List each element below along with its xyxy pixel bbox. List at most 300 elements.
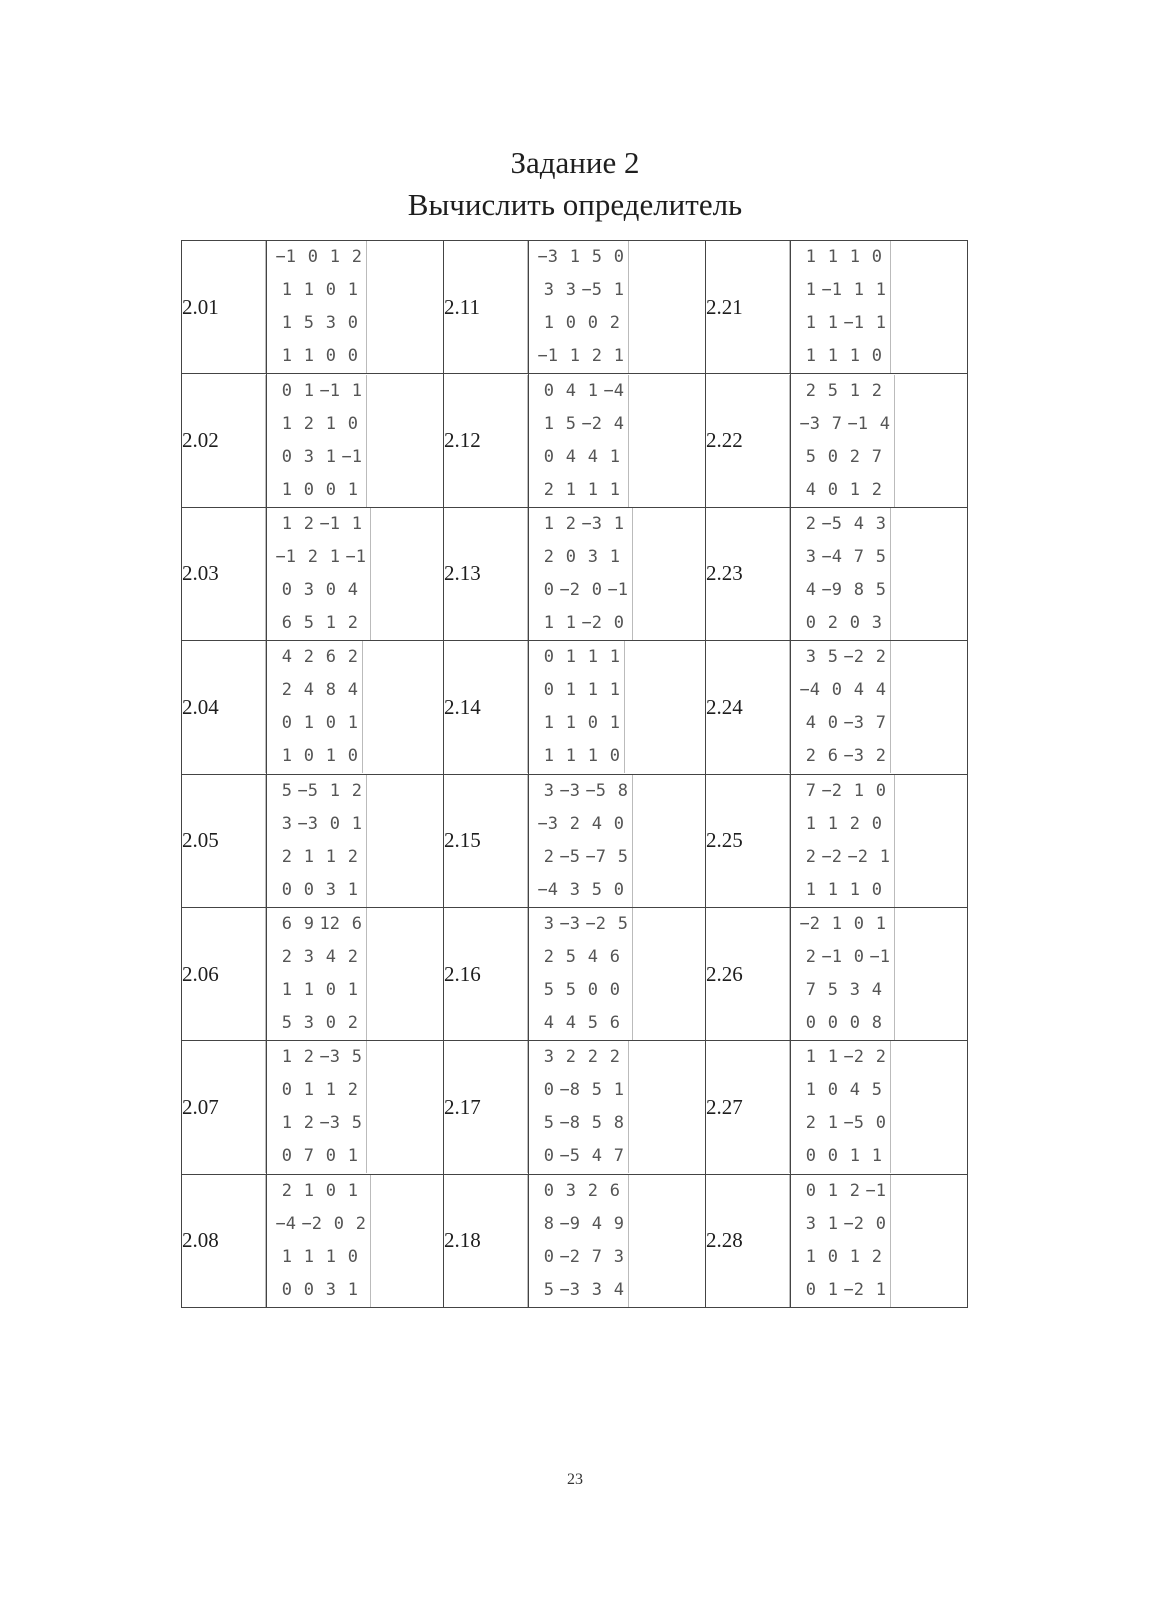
matrix-entry: 1 bbox=[543, 612, 554, 633]
matrix-entry: 3 bbox=[805, 1213, 816, 1234]
task-number: 2.14 bbox=[444, 641, 529, 774]
matrix-entry: 1 bbox=[329, 546, 340, 567]
matrix-entry: 1 bbox=[805, 1047, 816, 1068]
matrix-row bbox=[794, 974, 890, 1007]
matrix-entry: 1 bbox=[281, 1113, 292, 1134]
task-number: 2.03 bbox=[182, 507, 267, 640]
matrix-entry: 1 bbox=[827, 346, 838, 367]
matrix-entry: −7 bbox=[585, 846, 606, 867]
matrix-entry: −4 bbox=[275, 1213, 296, 1234]
matrix-entry: 1 bbox=[853, 280, 864, 301]
matrix-entry: 3 bbox=[587, 546, 598, 567]
matrix-row bbox=[794, 541, 886, 574]
matrix-entry: 0 bbox=[875, 1113, 886, 1134]
matrix-entry: −3 bbox=[537, 813, 558, 834]
matrix-entry: 4 bbox=[879, 413, 890, 434]
determinant-matrix bbox=[789, 641, 891, 773]
task-matrix-cell bbox=[267, 774, 444, 907]
matrix-entry: 3 bbox=[281, 813, 292, 834]
matrix-row bbox=[270, 541, 366, 574]
matrix-entry: 0 bbox=[587, 713, 598, 734]
task-matrix-cell bbox=[791, 907, 968, 1040]
matrix-entry: 1 bbox=[853, 780, 864, 801]
matrix-entry: 1 bbox=[351, 813, 362, 834]
task-number: 2.23 bbox=[706, 507, 791, 640]
task-matrix-cell bbox=[791, 641, 968, 774]
matrix-entry: 2 bbox=[347, 1080, 358, 1101]
matrix-entry: 2 bbox=[281, 947, 292, 968]
matrix-entry: −2 bbox=[847, 846, 868, 867]
matrix-entry: 3 bbox=[543, 780, 554, 801]
determinant-matrix bbox=[265, 241, 367, 373]
matrix-entry: 9 bbox=[303, 914, 314, 935]
matrix-row bbox=[794, 908, 890, 941]
matrix-row bbox=[532, 740, 620, 773]
matrix-entry: 1 bbox=[347, 980, 358, 1001]
matrix-entry: −9 bbox=[821, 579, 842, 600]
matrix-row bbox=[270, 641, 358, 674]
matrix-entry: 0 bbox=[303, 746, 314, 767]
matrix-entry: 3 bbox=[543, 280, 554, 301]
matrix-entry: 0 bbox=[303, 1279, 314, 1300]
matrix-entry: 1 bbox=[569, 247, 580, 268]
matrix-entry: 5 bbox=[587, 1013, 598, 1034]
matrix-entry: 1 bbox=[303, 1180, 314, 1201]
determinant-matrix bbox=[527, 508, 633, 640]
matrix-row bbox=[532, 574, 628, 607]
matrix-row bbox=[270, 775, 362, 808]
matrix-entry: 2 bbox=[587, 1047, 598, 1068]
matrix-row bbox=[270, 1274, 366, 1307]
matrix-row bbox=[270, 307, 362, 340]
matrix-entry: −1 bbox=[537, 346, 558, 367]
matrix-entry: 0 bbox=[871, 247, 882, 268]
matrix-entry: 5 bbox=[591, 247, 602, 268]
matrix-entry: 1 bbox=[565, 479, 576, 500]
matrix-entry: 2 bbox=[303, 1113, 314, 1134]
matrix-row bbox=[794, 474, 890, 507]
matrix-entry: −2 bbox=[843, 1213, 864, 1234]
matrix-entry: 0 bbox=[827, 1080, 838, 1101]
matrix-entry: 4 bbox=[565, 446, 576, 467]
matrix-entry: 1 bbox=[281, 746, 292, 767]
matrix-entry: −5 bbox=[843, 1113, 864, 1134]
matrix-entry: 1 bbox=[805, 1080, 816, 1101]
matrix-entry: 1 bbox=[827, 1213, 838, 1234]
matrix-entry: 2 bbox=[871, 479, 882, 500]
matrix-entry: 2 bbox=[565, 513, 576, 534]
matrix-entry: −2 bbox=[559, 579, 580, 600]
matrix-entry: 4 bbox=[805, 479, 816, 500]
matrix-row bbox=[532, 908, 628, 941]
determinant-matrix bbox=[789, 908, 895, 1040]
determinant-matrix bbox=[527, 1175, 629, 1307]
matrix-entry: 0 bbox=[543, 380, 554, 401]
matrix-entry: 5 bbox=[565, 980, 576, 1001]
matrix-entry: 1 bbox=[587, 746, 598, 767]
matrix-entry: 3 bbox=[303, 579, 314, 600]
matrix-row bbox=[532, 941, 628, 974]
matrix-entry: 1 bbox=[805, 280, 816, 301]
matrix-entry: −1 bbox=[319, 513, 340, 534]
task-number: 2.25 bbox=[706, 774, 791, 907]
matrix-entry: 1 bbox=[543, 713, 554, 734]
matrix-entry: 1 bbox=[849, 346, 860, 367]
matrix-entry: 0 bbox=[325, 1146, 336, 1167]
matrix-row bbox=[270, 340, 362, 373]
matrix-entry: 2 bbox=[875, 1047, 886, 1068]
matrix-entry: −1 bbox=[821, 947, 842, 968]
matrix-entry: −1 bbox=[843, 313, 864, 334]
matrix-entry: 0 bbox=[325, 579, 336, 600]
matrix-entry: 0 bbox=[565, 546, 576, 567]
matrix-entry: 2 bbox=[347, 1013, 358, 1034]
matrix-row bbox=[794, 1208, 886, 1241]
task-number: 2.28 bbox=[706, 1174, 791, 1307]
determinant-matrix bbox=[265, 1175, 371, 1307]
matrix-row bbox=[794, 775, 890, 808]
matrix-row bbox=[794, 1041, 886, 1074]
matrix-entry: 4 bbox=[587, 947, 598, 968]
determinant-matrix bbox=[789, 1041, 891, 1173]
matrix-entry: 2 bbox=[849, 1180, 860, 1201]
matrix-row bbox=[794, 808, 890, 841]
matrix-entry: 2 bbox=[347, 612, 358, 633]
matrix-entry: 2 bbox=[543, 546, 554, 567]
matrix-entry: 7 bbox=[613, 1146, 624, 1167]
matrix-row bbox=[270, 1140, 362, 1173]
matrix-entry: −2 bbox=[559, 1246, 580, 1267]
matrix-entry: 1 bbox=[281, 1047, 292, 1068]
matrix-entry: 1 bbox=[303, 380, 314, 401]
matrix-entry: 0 bbox=[827, 479, 838, 500]
matrix-row bbox=[270, 908, 362, 941]
matrix-entry: 1 bbox=[587, 380, 598, 401]
matrix-row bbox=[794, 941, 890, 974]
matrix-entry: 4 bbox=[587, 446, 598, 467]
task-number: 2.18 bbox=[444, 1174, 529, 1307]
matrix-entry: 2 bbox=[543, 846, 554, 867]
matrix-entry: −1 bbox=[319, 380, 340, 401]
matrix-row bbox=[794, 375, 890, 408]
matrix-row bbox=[532, 1175, 624, 1208]
matrix-entry: 0 bbox=[613, 813, 624, 834]
matrix-entry: −2 bbox=[585, 914, 606, 935]
matrix-entry: 0 bbox=[281, 579, 292, 600]
matrix-entry: −2 bbox=[821, 846, 842, 867]
matrix-row bbox=[794, 408, 890, 441]
matrix-row bbox=[794, 1241, 886, 1274]
matrix-entry: −3 bbox=[843, 713, 864, 734]
matrix-entry: 3 bbox=[543, 1047, 554, 1068]
matrix-entry: 1 bbox=[347, 1279, 358, 1300]
matrix-entry: 5 bbox=[281, 780, 292, 801]
matrix-row bbox=[532, 441, 624, 474]
matrix-entry: 5 bbox=[543, 1279, 554, 1300]
matrix-entry: 5 bbox=[591, 1113, 602, 1134]
task-matrix-cell bbox=[529, 1041, 706, 1174]
matrix-row bbox=[532, 674, 620, 707]
matrix-row bbox=[270, 1074, 362, 1107]
matrix-entry: 3 bbox=[325, 1279, 336, 1300]
matrix-entry: 1 bbox=[875, 1279, 886, 1300]
matrix-row bbox=[794, 674, 886, 707]
matrix-entry: 0 bbox=[303, 479, 314, 500]
task-number: 2.04 bbox=[182, 641, 267, 774]
matrix-entry: 0 bbox=[325, 479, 336, 500]
matrix-row bbox=[270, 441, 362, 474]
task-row bbox=[182, 374, 968, 507]
matrix-entry: 2 bbox=[565, 1047, 576, 1068]
matrix-row bbox=[532, 1074, 624, 1107]
matrix-entry: 0 bbox=[543, 1246, 554, 1267]
matrix-entry: 3 bbox=[325, 879, 336, 900]
matrix-entry: 4 bbox=[849, 1080, 860, 1101]
matrix-entry: 1 bbox=[325, 846, 336, 867]
task-matrix-cell bbox=[267, 1041, 444, 1174]
matrix-entry: 5 bbox=[351, 1047, 362, 1068]
matrix-entry: 3 bbox=[303, 1013, 314, 1034]
matrix-row bbox=[270, 508, 366, 541]
task-number: 2.27 bbox=[706, 1041, 791, 1174]
matrix-entry: 3 bbox=[871, 612, 882, 633]
matrix-entry: 0 bbox=[591, 579, 602, 600]
matrix-entry: 1 bbox=[281, 280, 292, 301]
matrix-entry: −2 bbox=[843, 647, 864, 668]
determinant-matrix bbox=[265, 641, 363, 773]
matrix-entry: 4 bbox=[347, 680, 358, 701]
matrix-row bbox=[532, 874, 628, 907]
matrix-entry: −1 bbox=[275, 247, 296, 268]
matrix-entry: 0 bbox=[281, 1146, 292, 1167]
matrix-entry: 5 bbox=[281, 1013, 292, 1034]
matrix-entry: −1 bbox=[341, 446, 362, 467]
task-number: 2.21 bbox=[706, 241, 791, 374]
matrix-row bbox=[270, 1175, 366, 1208]
matrix-entry: 1 bbox=[351, 513, 362, 534]
matrix-entry: 4 bbox=[591, 1213, 602, 1234]
determinant-matrix bbox=[527, 241, 629, 373]
matrix-entry: 1 bbox=[805, 247, 816, 268]
matrix-entry: −1 bbox=[865, 1180, 886, 1201]
matrix-entry: 2 bbox=[569, 813, 580, 834]
matrix-entry: 2 bbox=[281, 680, 292, 701]
task-number: 2.06 bbox=[182, 907, 267, 1040]
matrix-row bbox=[532, 1107, 624, 1140]
matrix-entry: 0 bbox=[565, 313, 576, 334]
matrix-entry: 1 bbox=[347, 713, 358, 734]
task-matrix-cell bbox=[529, 774, 706, 907]
matrix-entry: 1 bbox=[827, 1180, 838, 1201]
matrix-entry: 0 bbox=[281, 879, 292, 900]
matrix-entry: 1 bbox=[609, 546, 620, 567]
matrix-entry: 1 bbox=[303, 280, 314, 301]
matrix-entry: 2 bbox=[805, 947, 816, 968]
determinant-matrix bbox=[527, 375, 629, 507]
task-matrix-cell bbox=[791, 374, 968, 507]
matrix-entry: 7 bbox=[805, 980, 816, 1001]
determinant-matrix bbox=[789, 241, 891, 373]
matrix-row bbox=[270, 375, 362, 408]
matrix-entry: 2 bbox=[805, 1113, 816, 1134]
matrix-entry: 6 bbox=[281, 914, 292, 935]
task-matrix-cell bbox=[267, 374, 444, 507]
matrix-entry: 1 bbox=[325, 1246, 336, 1267]
matrix-row bbox=[794, 441, 890, 474]
matrix-entry: 5 bbox=[351, 1113, 362, 1134]
matrix-row bbox=[270, 874, 362, 907]
matrix-entry: 1 bbox=[849, 1146, 860, 1167]
matrix-entry: 6 bbox=[281, 612, 292, 633]
matrix-entry: 1 bbox=[543, 313, 554, 334]
matrix-row bbox=[270, 841, 362, 874]
matrix-row bbox=[532, 340, 624, 373]
matrix-entry: 5 bbox=[875, 579, 886, 600]
matrix-entry: 0 bbox=[303, 879, 314, 900]
matrix-entry: 2 bbox=[805, 380, 816, 401]
matrix-row bbox=[532, 641, 620, 674]
matrix-entry: 3 bbox=[849, 980, 860, 1001]
matrix-entry: 0 bbox=[613, 612, 624, 633]
matrix-entry: 1 bbox=[281, 346, 292, 367]
matrix-row bbox=[270, 808, 362, 841]
matrix-row bbox=[270, 1041, 362, 1074]
matrix-entry: 5 bbox=[805, 446, 816, 467]
matrix-row bbox=[270, 607, 366, 640]
matrix-row bbox=[532, 508, 628, 541]
matrix-entry: 6 bbox=[325, 647, 336, 668]
matrix-entry: 0 bbox=[543, 1146, 554, 1167]
matrix-entry: 2 bbox=[849, 813, 860, 834]
matrix-entry: 2 bbox=[805, 746, 816, 767]
matrix-entry: 1 bbox=[303, 1246, 314, 1267]
matrix-entry: 1 bbox=[827, 313, 838, 334]
task-number: 2.22 bbox=[706, 374, 791, 507]
matrix-entry: 1 bbox=[827, 247, 838, 268]
matrix-entry: −4 bbox=[603, 380, 624, 401]
matrix-entry: 2 bbox=[347, 647, 358, 668]
matrix-entry: 2 bbox=[609, 313, 620, 334]
matrix-entry: 1 bbox=[351, 380, 362, 401]
matrix-entry: 1 bbox=[613, 280, 624, 301]
task-matrix-cell bbox=[529, 507, 706, 640]
matrix-entry: 0 bbox=[875, 780, 886, 801]
matrix-entry: −3 bbox=[319, 1113, 340, 1134]
matrix-entry: −2 bbox=[799, 914, 820, 935]
matrix-entry: 5 bbox=[617, 846, 628, 867]
matrix-entry: 4 bbox=[613, 413, 624, 434]
matrix-entry: 0 bbox=[281, 380, 292, 401]
matrix-entry: 0 bbox=[281, 1279, 292, 1300]
matrix-entry: 0 bbox=[849, 612, 860, 633]
matrix-entry: 7 bbox=[853, 546, 864, 567]
matrix-row bbox=[794, 841, 890, 874]
matrix-entry: 0 bbox=[587, 980, 598, 1001]
matrix-entry: −5 bbox=[559, 846, 580, 867]
matrix-entry: 3 bbox=[325, 313, 336, 334]
matrix-entry: 4 bbox=[591, 1146, 602, 1167]
matrix-entry: 1 bbox=[613, 513, 624, 534]
matrix-entry: 4 bbox=[325, 947, 336, 968]
matrix-entry: 1 bbox=[281, 413, 292, 434]
matrix-row bbox=[532, 808, 628, 841]
matrix-entry: 1 bbox=[543, 413, 554, 434]
matrix-entry: 2 bbox=[849, 446, 860, 467]
matrix-entry: 0 bbox=[543, 1080, 554, 1101]
task-matrix-cell bbox=[267, 907, 444, 1040]
task-number: 2.07 bbox=[182, 1041, 267, 1174]
matrix-entry: 4 bbox=[875, 680, 886, 701]
matrix-entry: 6 bbox=[827, 746, 838, 767]
matrix-entry: 4 bbox=[853, 513, 864, 534]
task-number: 2.16 bbox=[444, 907, 529, 1040]
matrix-entry: 0 bbox=[281, 713, 292, 734]
matrix-entry: 7 bbox=[591, 1246, 602, 1267]
matrix-entry: −2 bbox=[843, 1047, 864, 1068]
task-matrix-cell bbox=[529, 641, 706, 774]
matrix-row bbox=[532, 274, 624, 307]
matrix-row bbox=[532, 974, 628, 1007]
matrix-entry: 1 bbox=[543, 746, 554, 767]
matrix-entry: 1 bbox=[329, 780, 340, 801]
task-matrix-cell bbox=[791, 1041, 968, 1174]
matrix-entry: 0 bbox=[281, 446, 292, 467]
matrix-row bbox=[270, 674, 358, 707]
matrix-row bbox=[794, 307, 886, 340]
matrix-entry: 1 bbox=[875, 313, 886, 334]
matrix-entry: 2 bbox=[871, 380, 882, 401]
matrix-entry: 1 bbox=[805, 879, 816, 900]
matrix-entry: 4 bbox=[805, 713, 816, 734]
matrix-entry: 3 bbox=[303, 446, 314, 467]
matrix-entry: −3 bbox=[559, 780, 580, 801]
matrix-row bbox=[270, 574, 366, 607]
matrix-entry: 0 bbox=[347, 313, 358, 334]
matrix-entry: 5 bbox=[543, 1113, 554, 1134]
matrix-entry: 4 bbox=[853, 680, 864, 701]
matrix-entry: 4 bbox=[591, 813, 602, 834]
matrix-entry: −4 bbox=[537, 879, 558, 900]
matrix-entry: 1 bbox=[347, 280, 358, 301]
matrix-entry: 0 bbox=[613, 879, 624, 900]
matrix-row bbox=[270, 1007, 362, 1040]
matrix-entry: 8 bbox=[871, 1013, 882, 1034]
matrix-entry: 0 bbox=[613, 247, 624, 268]
matrix-entry: 1 bbox=[613, 1080, 624, 1101]
matrix-entry: 2 bbox=[827, 612, 838, 633]
matrix-entry: 1 bbox=[827, 1047, 838, 1068]
matrix-row bbox=[270, 1208, 366, 1241]
matrix-entry: −5 bbox=[297, 780, 318, 801]
matrix-entry: 1 bbox=[609, 713, 620, 734]
matrix-entry: 0 bbox=[805, 1180, 816, 1201]
task-matrix-cell bbox=[529, 374, 706, 507]
matrix-entry: 2 bbox=[351, 247, 362, 268]
matrix-entry: −9 bbox=[559, 1213, 580, 1234]
matrix-entry: 2 bbox=[303, 413, 314, 434]
matrix-entry: 1 bbox=[805, 313, 816, 334]
matrix-entry: 6 bbox=[609, 1180, 620, 1201]
matrix-entry: 1 bbox=[565, 612, 576, 633]
matrix-entry: 8 bbox=[853, 579, 864, 600]
matrix-entry: 0 bbox=[543, 680, 554, 701]
matrix-entry: 0 bbox=[849, 1013, 860, 1034]
matrix-entry: −4 bbox=[821, 546, 842, 567]
matrix-entry: 5 bbox=[543, 980, 554, 1001]
matrix-row bbox=[532, 707, 620, 740]
heading-instruction: Вычислить определитель bbox=[407, 187, 743, 222]
matrix-entry: −3 bbox=[559, 914, 580, 935]
